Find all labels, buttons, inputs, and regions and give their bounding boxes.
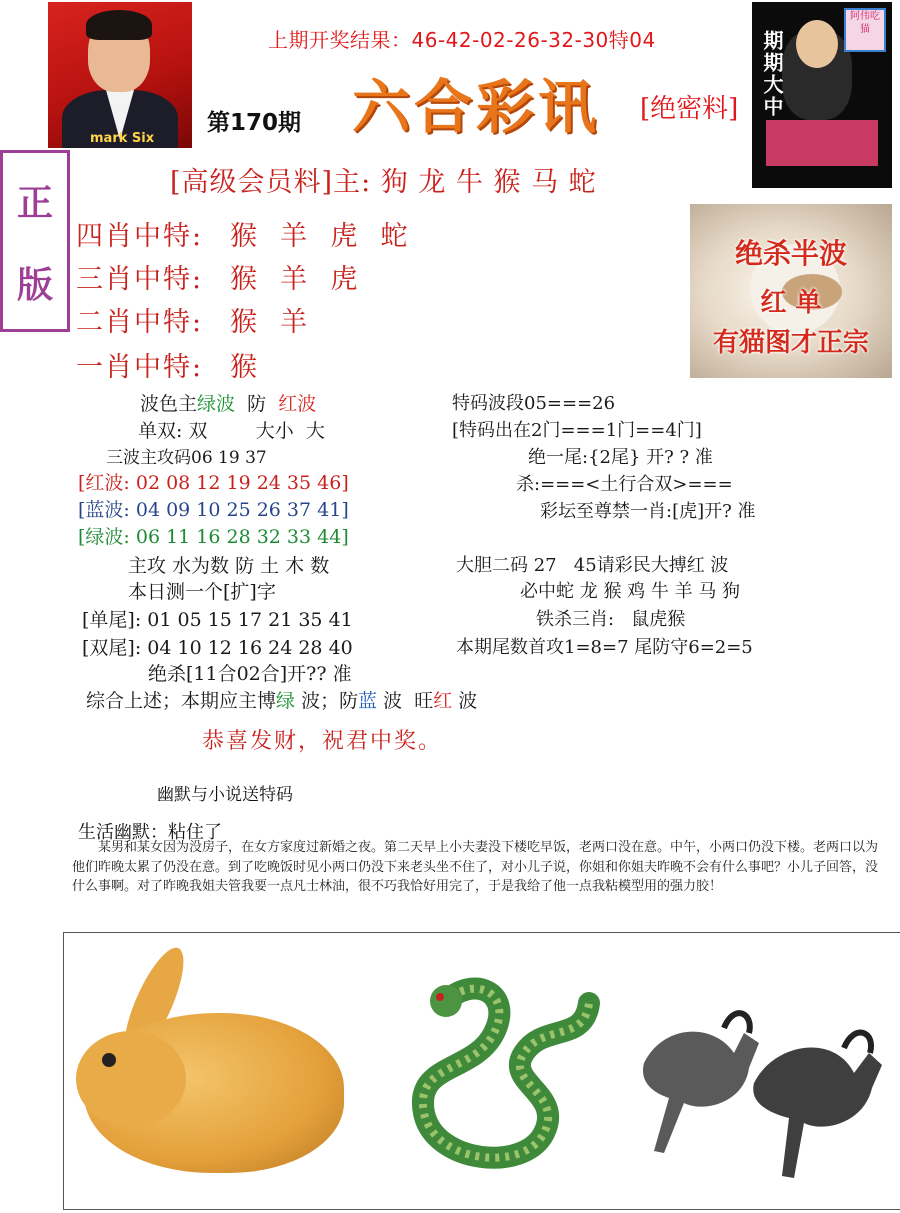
summary-line (86, 686, 477, 713)
cat-line-2: 红 单 (760, 288, 822, 318)
summary-text-2: 波 旺 (377, 690, 434, 712)
issue-number: 第170期 (207, 110, 302, 136)
double-tail-line: [双尾]: 04 10 12 16 24 28 40 (82, 637, 353, 659)
pick-value: 猴 羊 虎 (230, 264, 360, 295)
pick-label: 一肖中特: (76, 352, 204, 383)
pick-label: 二肖中特: (76, 307, 204, 338)
element-line: 主攻 水为数 防 土 木 数 (128, 555, 330, 577)
wave-prefix: 波色主 (140, 393, 198, 415)
wave-main: 绿波 (197, 393, 236, 415)
pick-one (76, 345, 496, 384)
badge-char-2: 版 (16, 264, 53, 306)
wave-mid: 防 (235, 393, 279, 415)
photo-badge: 阿伟吃猫 (844, 8, 886, 52)
wave-guard: 红波 (278, 393, 317, 415)
mark-six-logo: mark Six (90, 131, 155, 146)
odd-even-line: 单双: 双 大小 大 (138, 420, 325, 442)
iron-kill-line: 铁杀三肖: 鼠虎猴 (536, 609, 686, 630)
photo-caption: 期期大中 (760, 30, 784, 118)
pick-label: 三肖中特: (76, 264, 204, 295)
summary-text-3: 波 (452, 690, 478, 712)
pick-value: 猴 羊 (230, 307, 310, 338)
tail-attack-line: 本期尾数首攻1=8=7 尾防守6=2=5 (456, 637, 753, 658)
last-result: 上期开奖结果：46-42-02-26-32-30特04 (268, 28, 656, 52)
bold-two-line: 大胆二码 27 45请彩民大搏红 波 (456, 555, 729, 576)
horses-illustration (624, 973, 894, 1193)
must-line: 必中蛇 龙 猴 鸡 牛 羊 马 狗 (520, 581, 741, 602)
host-photo (48, 2, 192, 148)
summary-blue: 蓝 (358, 690, 378, 712)
figure-head (796, 20, 838, 68)
rabbit-eye (102, 1053, 116, 1067)
cat-line-3: 有猫图才正宗 (712, 328, 869, 358)
pick-four (76, 214, 496, 253)
cat-photo (690, 204, 892, 378)
story-title: 幽默与小说送特码 (157, 785, 293, 805)
segment-line: 特码波段05===26 (452, 393, 616, 414)
kill-line-right: 杀:===<土行合双>=== (516, 474, 733, 495)
kill-line-left: 绝杀[11合02合]开?? 准 (148, 663, 352, 685)
door-line: [特码出在2门===1门==4门] (452, 420, 702, 441)
page-title: 六合彩讯 (352, 73, 601, 141)
desk-shape (766, 120, 878, 166)
blue-wave-line: [蓝波: 04 09 10 25 26 37 41] (78, 499, 349, 521)
pick-label: 四肖中特: (76, 221, 204, 252)
authentic-badge (0, 150, 70, 332)
rabbit-head (76, 1031, 186, 1127)
green-wave-line: [绿波: 06 11 16 28 32 33 44] (78, 526, 349, 548)
cat-line-1: 绝杀半波 (734, 237, 847, 270)
summary-text-1: 波；防 (295, 690, 359, 712)
char-test-line: 本日测一个[扩]字 (128, 581, 276, 603)
badge-char-1: 正 (16, 182, 53, 224)
forbid-line: 彩坛至尊禁一肖:[虎]开? 准 (540, 501, 756, 522)
red-wave-line: [红波: 02 08 12 19 24 35 46] (78, 472, 349, 494)
congrats-line: 恭喜发财，祝君中奖。 (202, 729, 443, 754)
joke-title: 生活幽默：粘住了 (78, 822, 222, 843)
pick-two (76, 300, 496, 339)
pick-value: 猴 (230, 352, 259, 383)
cartoon-photo (752, 2, 892, 188)
summary-red: 红 (433, 690, 453, 712)
zodiac-banner (63, 932, 900, 1210)
vip-line: [高级会员料]主: 狗 龙 牛 猴 马 蛇 (170, 167, 597, 198)
dragon-illustration (374, 963, 614, 1193)
hair-shape (86, 10, 152, 40)
pick-value: 猴 羊 虎 蛇 (230, 221, 410, 252)
summary-prefix: 综合上述；本期应主博 (86, 690, 277, 712)
three-wave-line: 三波主攻码06 19 37 (106, 448, 267, 468)
tail-kill-line: 绝一尾:{2尾} 开? ? 准 (528, 447, 713, 468)
single-tail-line: [单尾]: 01 05 15 17 21 35 41 (82, 609, 353, 631)
wave-line (140, 389, 316, 416)
joke-body: 某男和某女因为没房子，在女方家度过新婚之夜。第二天早上小夫妻没下楼吃早饭，老两口没在意。中午，小两口仍没下楼。老两口以为他们昨晚太累了仍没在意。到了吃晚饭时见小两口仍没下来老头坐不住了，对小儿子说，你姐和你姐夫昨晚不会有什么事吧？小儿子回答，没什么事啊。对了昨晚我姐夫管我要一点凡士林油，很不巧我恰好用完了，于是我给了他一点我粘模型用的强力胶！ (72, 840, 879, 894)
pick-three (76, 257, 496, 296)
summary-green: 绿 (276, 690, 296, 712)
page-subtitle: [绝密料] (640, 94, 739, 124)
